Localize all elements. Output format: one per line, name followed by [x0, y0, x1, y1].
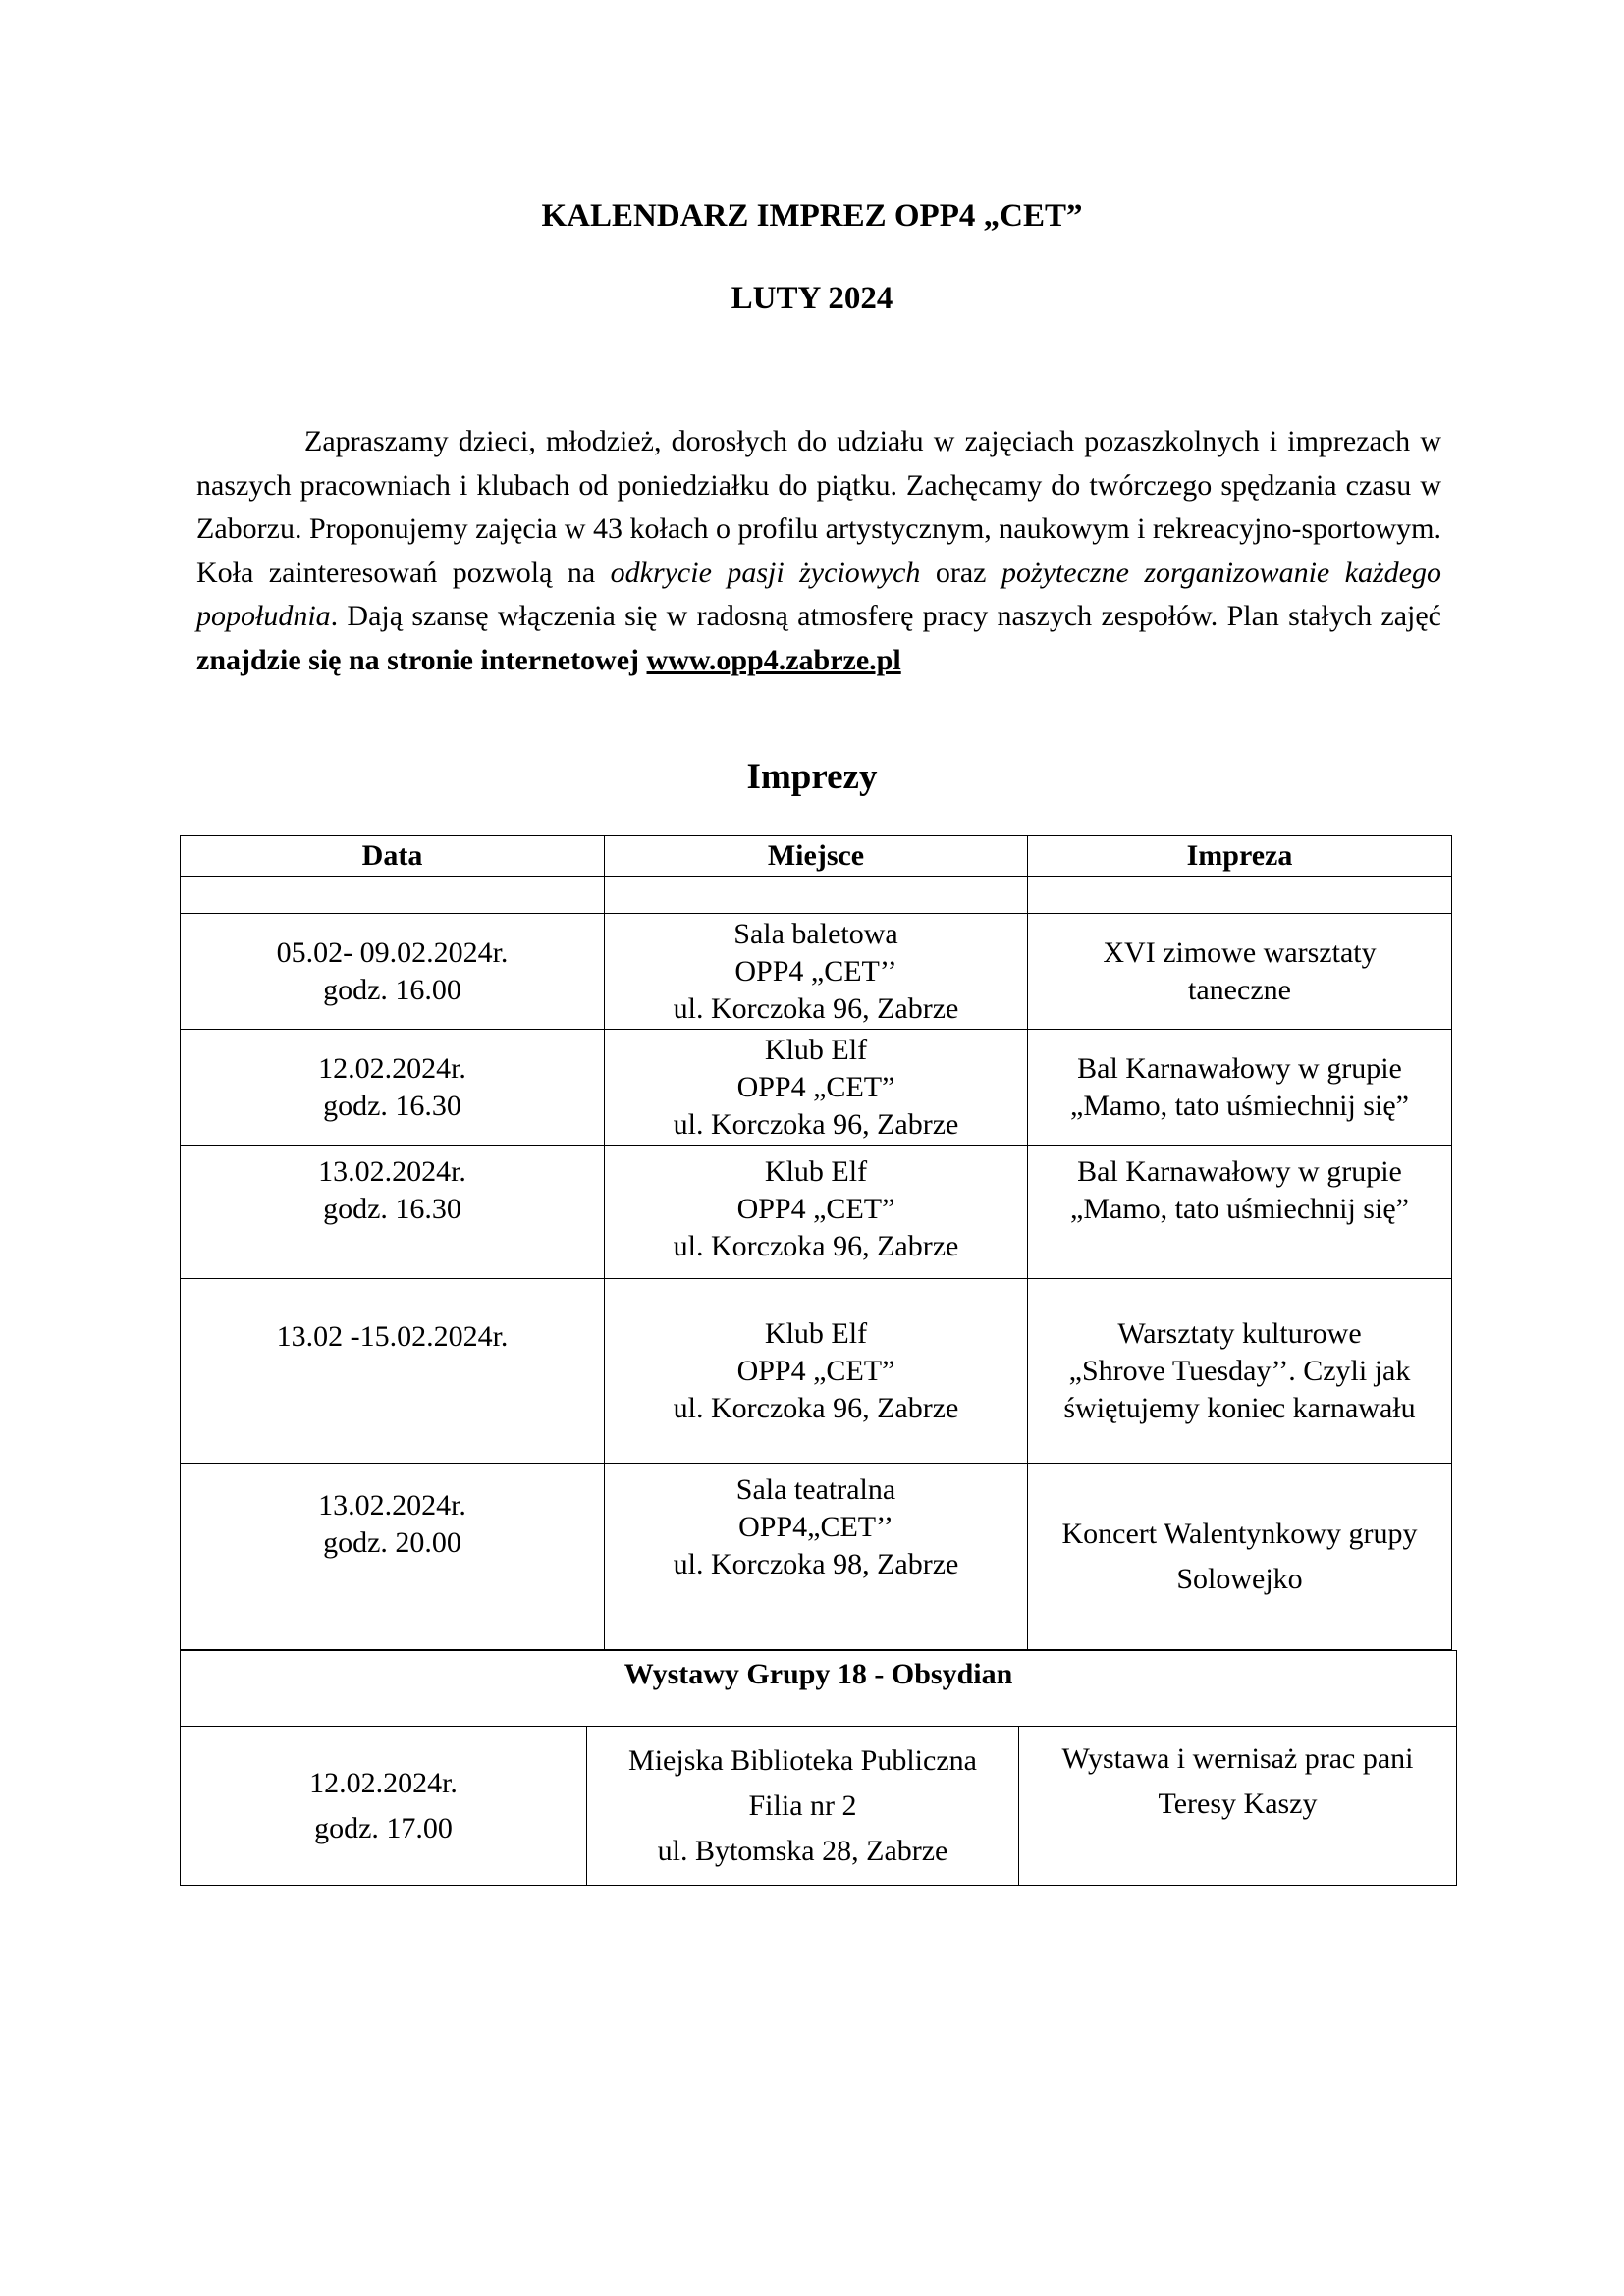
event-cell [1028, 1146, 1452, 1279]
table-row [181, 1727, 1457, 1886]
intro-text-2: oraz [920, 556, 1001, 589]
header-date: Data [181, 836, 605, 877]
place-line: Klub Elf [764, 1033, 868, 1066]
intro-emphasis-1: odkrycie pasji życiowych [610, 556, 921, 589]
event-cell [1028, 1279, 1452, 1464]
table-row [181, 914, 1452, 1030]
document-subtitle: LUTY 2024 [731, 281, 893, 316]
time-line: godz. 20.00 [323, 1526, 461, 1559]
event-line: Teresy Kaszy [1158, 1788, 1318, 1820]
intro-bold: znajdzie się na stronie internetowej [196, 643, 647, 676]
place-cell [605, 1279, 1028, 1464]
date-cell [181, 914, 605, 1030]
intro-paragraph [196, 420, 1441, 682]
date-cell [181, 1279, 605, 1464]
table-empty-row [181, 877, 1452, 914]
date-line: 13.02.2024r. [318, 1155, 466, 1188]
table-header-row [181, 836, 1452, 877]
time-line: godz. 16.00 [323, 973, 461, 1006]
place-line: Klub Elf [764, 1155, 868, 1188]
event-line: taneczne [1188, 973, 1291, 1006]
place-cell [605, 1464, 1028, 1650]
event-cell [1028, 914, 1452, 1030]
event-line: Koncert Walentynkowy grupy [1061, 1517, 1418, 1550]
event-cell [1028, 1030, 1452, 1146]
date-line: 05.02- 09.02.2024r. [276, 935, 509, 969]
place-line: ul. Korczoka 96, Zabrze [673, 1107, 959, 1141]
place-line: Klub Elf [764, 1316, 868, 1350]
place-cell [587, 1727, 1019, 1886]
place-line: ul. Bytomska 28, Zabrze [657, 1834, 948, 1867]
event-line: Wystawa i wernisaż prac pani [1061, 1742, 1414, 1775]
place-line: ul. Korczoka 96, Zabrze [673, 1230, 959, 1262]
empty-cell [1028, 877, 1452, 914]
empty-cell [181, 877, 605, 914]
exhibitions-table [180, 1650, 1457, 1886]
table-row [181, 1279, 1452, 1464]
document-title: KALENDARZ IMPREZ OPP4 „CET” [541, 198, 1083, 234]
place-cell [605, 914, 1028, 1030]
place-line: OPP4 „CET” [736, 1354, 895, 1387]
date-line: 13.02 -15.02.2024r. [276, 1320, 509, 1353]
table-row [181, 1464, 1452, 1650]
header-event: Impreza [1028, 836, 1452, 877]
event-line: „Mamo, tato uśmiechnij się” [1070, 1193, 1409, 1225]
date-cell [181, 1146, 605, 1279]
event-line: „Shrove Tuesday’’. Czyli jak [1068, 1354, 1411, 1387]
place-line: ul. Korczoka 98, Zabrze [673, 1548, 959, 1580]
place-line: ul. Korczoka 96, Zabrze [673, 991, 959, 1025]
event-line: XVI zimowe warsztaty [1103, 935, 1377, 969]
exhibitions-header-row [181, 1651, 1457, 1727]
date-line: 12.02.2024r. [318, 1051, 466, 1085]
table-row [181, 1146, 1452, 1279]
event-line: Warsztaty kulturowe [1117, 1316, 1362, 1350]
date-line: 12.02.2024r. [309, 1766, 458, 1799]
event-line: Bal Karnawałowy w grupie [1077, 1051, 1402, 1085]
place-cell [605, 1030, 1028, 1146]
event-line: „Mamo, tato uśmiechnij się” [1070, 1089, 1409, 1122]
date-line: 13.02.2024r. [318, 1489, 466, 1522]
time-line: godz. 16.30 [323, 1089, 461, 1122]
place-line: OPP4 „CET’’ [734, 954, 897, 988]
date-cell [181, 1464, 605, 1650]
place-line: Filia nr 2 [748, 1789, 857, 1822]
place-line: OPP4 „CET” [736, 1193, 895, 1225]
place-line: OPP4 „CET” [736, 1070, 895, 1103]
time-line: godz. 17.00 [314, 1811, 453, 1844]
event-cell [1019, 1727, 1457, 1886]
intro-text-3: . Dają szansę włączenia się w radosną atmosferę pracy naszych zespołów. Plan stałych zajęć [330, 600, 1441, 632]
empty-cell [605, 877, 1028, 914]
place-line: OPP4„CET’’ [738, 1511, 893, 1543]
header-place: Miejsce [605, 836, 1028, 877]
website-link[interactable]: www.opp4.zabrze.pl [646, 643, 901, 676]
table-row [181, 1030, 1452, 1146]
exhibitions-title: Wystawy Grupy 18 - Obsydian [181, 1651, 1457, 1727]
exhibitions-table-container [180, 1650, 1456, 1886]
date-cell [181, 1727, 587, 1886]
place-line: ul. Korczoka 96, Zabrze [673, 1391, 959, 1424]
event-line: Solowejko [1176, 1562, 1303, 1595]
intro-emphasis-2: pożyteczne zorganizowanie każdego popołudnia [196, 556, 1441, 632]
event-cell [1028, 1464, 1452, 1650]
time-line: godz. 16.30 [323, 1193, 461, 1225]
place-line: Miejska Biblioteka Publiczna [628, 1743, 977, 1777]
events-table [180, 835, 1452, 1650]
place-line: Sala teatralna [735, 1473, 896, 1506]
intro-text-1: Zapraszamy dzieci, młodzież, dorosłych do udziału w zajęciach pozaszkolnych i imprezach w naszych pracowniach i klubach od poniedziałku do piątku. Zachęcamy do twórczego spędzania czasu w Zaborzu. Proponujemy zajęcia w 43 kołach o profilu artystycznym, naukowym i rekreacyjno-sportowym. Koła zainteresowań pozwolą na [196, 425, 1441, 589]
event-line: świętujemy koniec karnawału [1063, 1391, 1416, 1424]
event-line: Bal Karnawałowy w grupie [1077, 1155, 1402, 1188]
place-cell [605, 1146, 1028, 1279]
events-table-container [180, 835, 1451, 1650]
date-cell [181, 1030, 605, 1146]
place-line: Sala baletowa [733, 917, 898, 950]
section-title: Imprezy [746, 757, 878, 797]
